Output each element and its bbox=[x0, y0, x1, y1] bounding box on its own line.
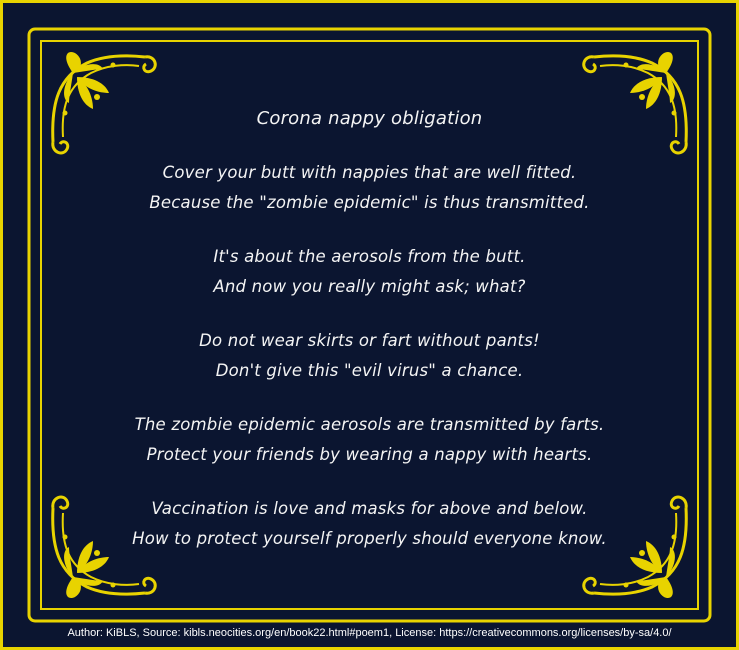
poem-line: Vaccination is love and masks for above and below. bbox=[151, 499, 588, 518]
poem-line: Cover your butt with nappies that are well fitted. bbox=[162, 163, 577, 182]
poem-line: The zombie epidemic aerosols are transmitted by farts. bbox=[134, 415, 605, 434]
poem bbox=[63, 104, 676, 554]
poem-line: And now you really might ask; what? bbox=[213, 277, 526, 296]
poem-line: Do not wear skirts or fart without pants! bbox=[199, 331, 540, 350]
poem-line: Don't give this "evil virus" a chance. bbox=[215, 361, 524, 380]
stanza-2 bbox=[63, 242, 676, 302]
poem-line: How to protect yourself properly should everyone know. bbox=[132, 529, 607, 548]
attribution-text: Author: KiBLS, Source: kibls.neocities.org/en/book22.html#poem1, License: https://creativecommons.org/licenses/by-sa/4.0/ bbox=[67, 627, 672, 639]
poem-line: Because the "zombie epidemic" is thus transmitted. bbox=[149, 193, 590, 212]
stanza-1 bbox=[63, 158, 676, 218]
stanza-3 bbox=[63, 326, 676, 386]
poem-line: Protect your friends by wearing a nappy with hearts. bbox=[146, 445, 593, 464]
stanza-5 bbox=[63, 494, 676, 554]
poem-line: It's about the aerosols from the butt. bbox=[213, 247, 526, 266]
stanza-4 bbox=[63, 410, 676, 470]
poem-title: Corona nappy obligation bbox=[256, 108, 483, 129]
